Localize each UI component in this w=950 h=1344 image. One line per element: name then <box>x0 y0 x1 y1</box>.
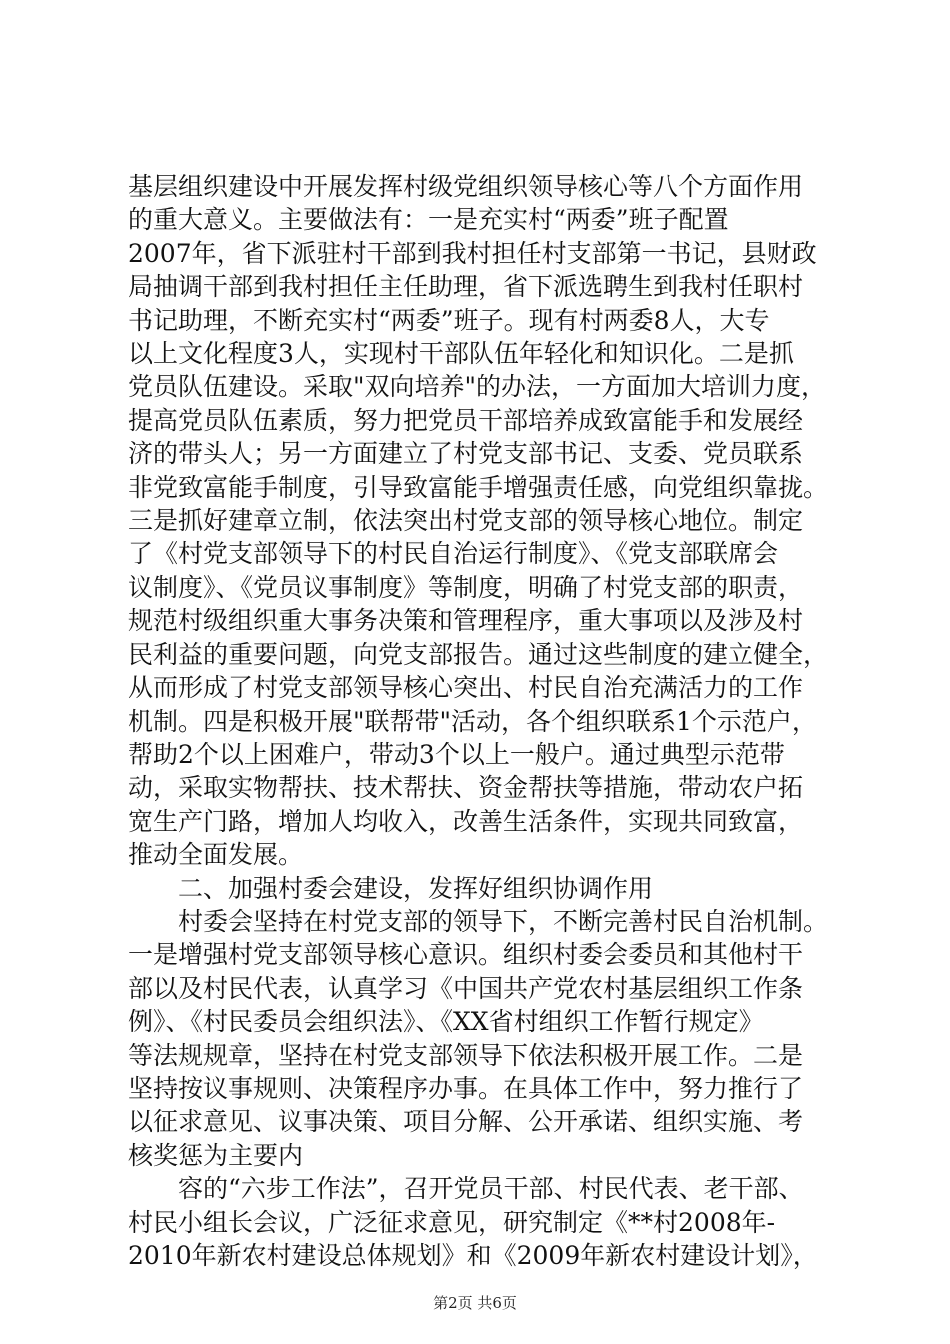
text-line: 从而形成了村党支部领导核心突出、村民自治充满活力的工作 <box>128 673 804 703</box>
text-line: 动，采取实物帮扶、技术帮扶、资金帮扶等措施，带动农户拓 <box>128 773 804 803</box>
text-line: 等法规规章，坚持在村党支部领导下依法积极开展工作。二是 <box>128 1040 804 1070</box>
text-line: 非党致富能手制度，引导致富能手增强责任感，向党组织靠拢。 <box>128 472 828 502</box>
text-line: 部以及村民代表，认真学习《中国共产党农村基层组织工作条 <box>128 973 804 1003</box>
text-line: 党员队伍建设。采取"双向培养"的办法，一方面加大培训力度， <box>128 372 827 402</box>
text-line: 村委会坚持在村党支部的领导下，不断完善村民自治机制。 <box>178 906 828 936</box>
text-line: 基层组织建设中开展发挥村级党组织领导核心等八个方面作用 <box>128 172 804 201</box>
page-number-footer: 第2页 共6页 <box>433 1294 517 1312</box>
text-line: 一是增强村党支部领导核心意识。组织村委会委员和其他村干 <box>128 940 804 970</box>
text-line: 以上文化程度3人，实现村干部队伍年轻化和知识化。二是抓 <box>128 339 794 369</box>
text-line: 核奖惩为主要内 <box>128 1140 304 1170</box>
text-line: 帮助2个以上困难户，带动3个以上一般户。通过典型示范带 <box>128 739 785 769</box>
text-line: 提高党员队伍素质，努力把党员干部培养成致富能手和发展经 <box>128 405 804 435</box>
text-line: 书记助理，不断充实村“两委”班子。现有村两委8人，大专 <box>128 305 770 335</box>
text-line: 2010年新农村建设总体规划》和《2009年新农村建设计划》， <box>128 1241 818 1270</box>
text-line: 容的“六步工作法”，召开党员干部、村民代表、老干部、 <box>178 1174 804 1204</box>
text-line: 的重大意义。主要做法有：一是充实村“两委”班子配置 <box>128 205 729 235</box>
text-line: 2007年，省下派驻村干部到我村担任村支部第一书记，县财政 <box>128 238 817 268</box>
text-line: 宽生产门路，增加人均收入，改善生活条件，实现共同致富， <box>128 806 804 836</box>
text-line: 济的带头人；另一方面建立了村党支部书记、支委、党员联系 <box>128 439 804 469</box>
section-heading: 二、加强村委会建设，发挥好组织协调作用 <box>178 873 654 903</box>
text-line: 三是抓好建章立制，依法突出村党支部的领导核心地位。制定 <box>128 506 804 536</box>
text-line: 民利益的重要问题，向党支部报告。通过这些制度的建立健全， <box>128 639 828 669</box>
text-line: 机制。四是积极开展"联帮带"活动，各个组织联系1个示范户， <box>128 706 817 736</box>
text-line: 了《村党支部领导下的村民自治运行制度》、《党支部联席会 <box>128 539 779 569</box>
text-line: 议制度》、《党员议事制度》等制度，明确了村党支部的职责， <box>128 572 804 602</box>
document-body <box>128 170 828 1272</box>
text-line: 局抽调干部到我村担任主任助理，省下派选聘生到我村任职村 <box>128 272 804 302</box>
text-line: 例》、《村民委员会组织法》、《XX省村组织工作暂行规定》 <box>128 1007 764 1037</box>
text-line: 推动全面发展。 <box>128 840 304 870</box>
text-line: 村民小组长会议，广泛征求意见，研究制定《**村2008年- <box>128 1207 776 1237</box>
text-line: 规范村级组织重大事务决策和管理程序，重大事项以及涉及村 <box>128 606 804 636</box>
text-line: 以征求意见、议事决策、项目分解、公开承诺、组织实施、考 <box>128 1107 804 1137</box>
text-line: 坚持按议事规则、决策程序办事。在具体工作中，努力推行了 <box>128 1073 804 1103</box>
